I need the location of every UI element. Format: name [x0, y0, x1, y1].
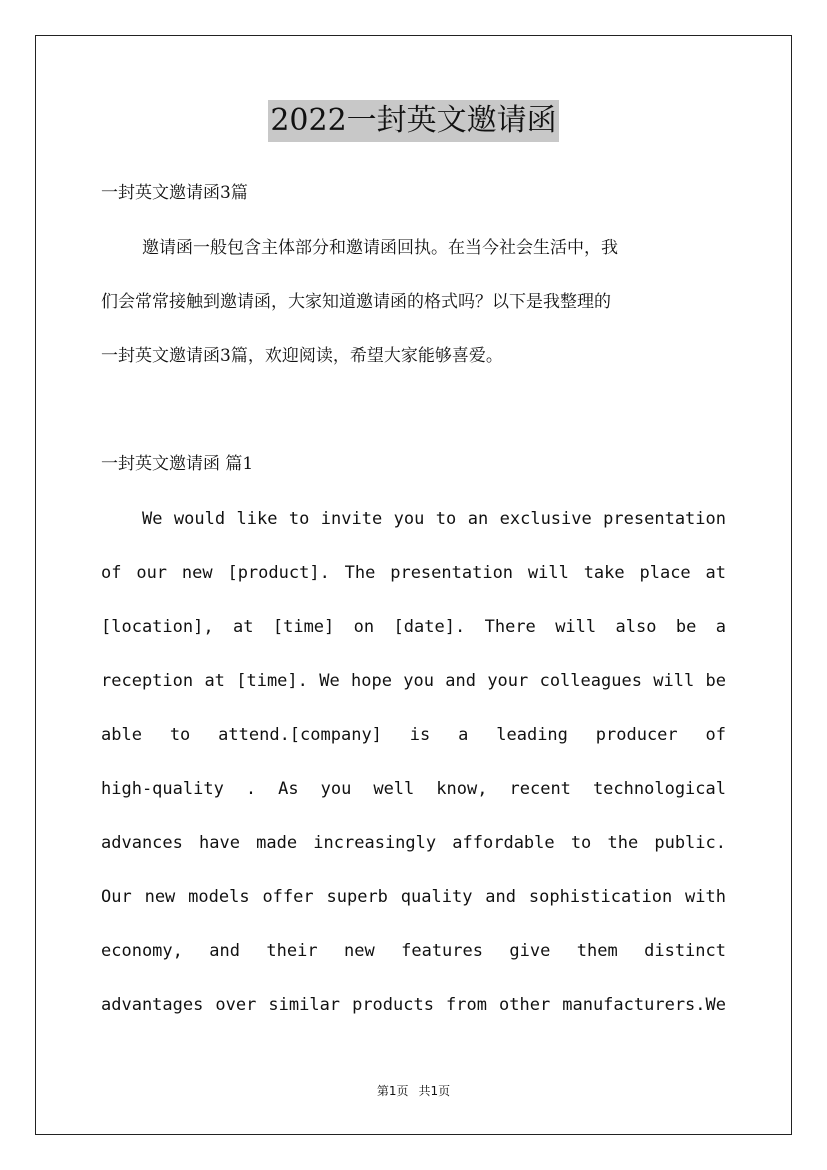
intro-line: 邀请函一般包含主体部分和邀请函回执。在当今社会生活中，我 — [142, 238, 618, 258]
body-line: advances have made increasingly affordable to the public. — [101, 833, 726, 853]
page-total: 共1页 — [418, 1084, 451, 1098]
section-heading: 一封英文邀请函 篇1 — [101, 454, 254, 474]
body-line: high-quality . As you well know, recent technological — [101, 779, 726, 799]
body-line: We would like to invite you to an exclusive presentation — [142, 509, 726, 529]
intro-line: 们会常常接触到邀请函，大家知道邀请函的格式吗？以下是我整理的 — [101, 292, 611, 312]
body-line: Our new models offer superb quality and sophistication with — [101, 887, 726, 907]
body-line: of our new [product]. The presentation will take place at — [101, 563, 726, 583]
page-number: 第1页 — [376, 1084, 409, 1098]
document-subtitle: 一封英文邀请函3篇 — [101, 183, 248, 203]
body-line: able to attend.[company] is a leading producer of — [101, 725, 726, 745]
body-line: economy, and their new features give them distinct — [101, 941, 726, 961]
body-line: reception at [time]. We hope you and your colleagues will be — [101, 671, 726, 691]
title-wrap — [0, 100, 827, 142]
body-line: advantages over similar products from other manufacturers.We — [101, 995, 726, 1015]
intro-line: 一封英文邀请函3篇，欢迎阅读，希望大家能够喜爱。 — [101, 346, 503, 366]
body-line: [location], at [time] on [date]. There will also be a — [101, 617, 726, 637]
intro-paragraph — [101, 221, 726, 383]
document-title: 2022一封英文邀请函 — [268, 100, 558, 142]
page-footer — [0, 1082, 827, 1100]
body-paragraph — [101, 492, 726, 1032]
